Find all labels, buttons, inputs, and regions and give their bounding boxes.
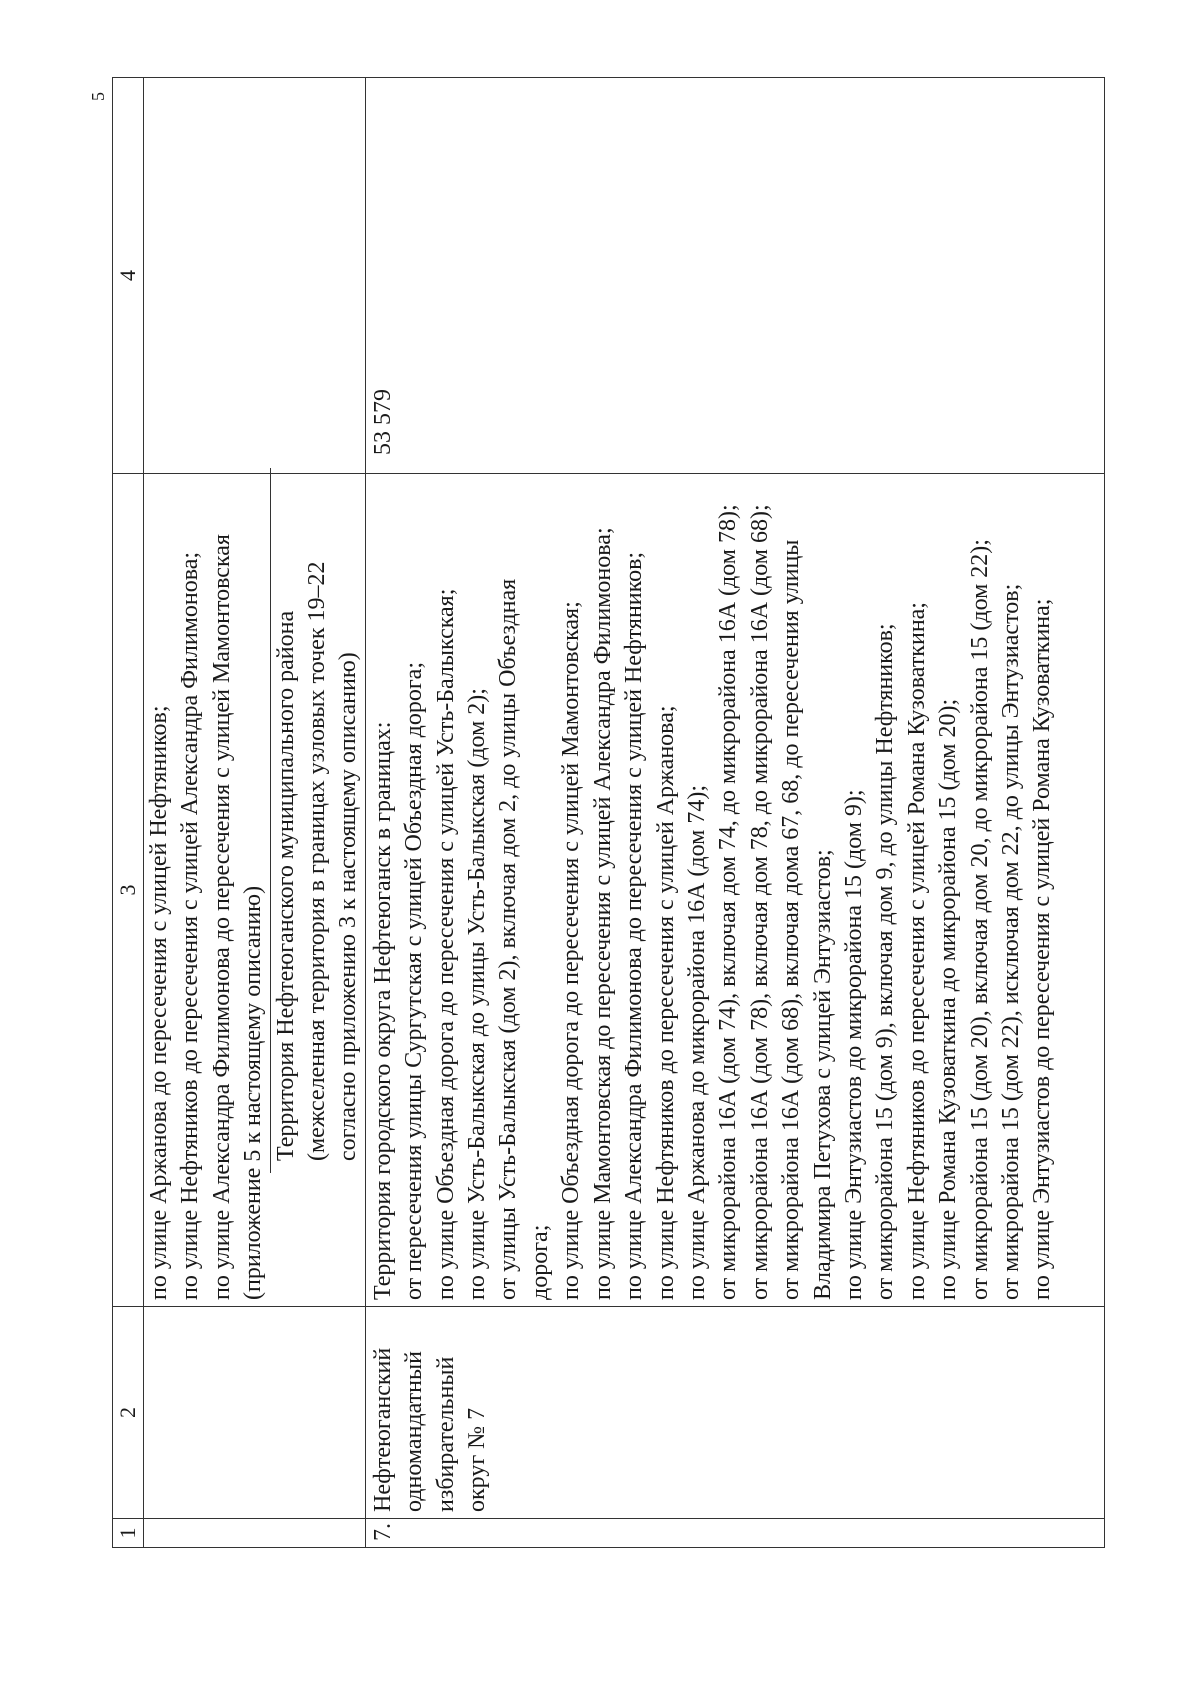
boundary-line: от микрорайона 16А (дом 74), включая дом 74, до микрорайона 16А (дом 78); xyxy=(715,504,742,1300)
boundary-line: Территория городского округа Нефтеюганск в границах: xyxy=(369,721,396,1300)
boundary-line: по улице Романа Кузоваткина до микрорайона 15 (дом 20); xyxy=(935,698,962,1300)
voters-count-cell xyxy=(144,78,366,474)
boundary-line: (межселенная территория в границах узловых точек 19–22 xyxy=(304,561,331,1161)
district-name-cell xyxy=(144,1307,366,1519)
boundary-line: по улице Александра Филимонова до пересечения с улицей Нефтяников; xyxy=(621,551,648,1300)
header-col-3: 3 xyxy=(113,474,144,1307)
boundary-line: от улицы Усть-Балыкская (дом 2), включая дом 2, до улицы Объездная xyxy=(495,578,522,1300)
table-row-district-7 xyxy=(365,78,1104,1548)
boundary-line: по улице Нефтяников до пересечения с улицей Аржанова; xyxy=(652,705,679,1300)
row-number-cell xyxy=(144,1519,366,1548)
header-col-2: 2 xyxy=(113,1307,144,1519)
rotated-table-container xyxy=(112,78,1105,1548)
boundary-line: по улице Нефтяников до пересечения с улицей Александра Филимонова; xyxy=(177,551,204,1300)
district-name-line: одномандатный xyxy=(401,1351,428,1512)
sub-territory-block xyxy=(270,468,365,1173)
boundary-line: от пересечения улицы Сургутская с улицей Объездная дорога; xyxy=(401,661,428,1300)
boundary-line: дорога; xyxy=(526,1224,553,1300)
row-number-cell: 7. xyxy=(365,1519,1104,1548)
boundary-line: по улице Энтузиастов до пересечения с улицей Романа Кузоваткина; xyxy=(1029,598,1056,1300)
header-col-1: 1 xyxy=(113,1519,144,1548)
boundary-line: по улице Мамонтовская до пересечения с улицей Александра Филимонова; xyxy=(589,527,616,1300)
boundary-line: от микрорайона 15 (дом 22), исключая дом 22, до улицы Энтузиастов; xyxy=(997,583,1024,1300)
district-name-line: округ № 7 xyxy=(464,1407,491,1512)
table-row-continuation xyxy=(144,78,366,1548)
boundary-description-cell xyxy=(144,474,366,1307)
districts-table xyxy=(112,77,1105,1548)
boundary-line: от микрорайона 16А (дом 68), включая дома 67, 68, до пересечения улицы xyxy=(778,539,805,1300)
boundary-line: Территория Нефтеюганского муниципального района xyxy=(272,610,299,1161)
boundary-line: по улице Энтузиастов до микрорайона 15 (дом 9); xyxy=(840,789,867,1300)
boundary-line: от микрорайона 15 (дом 9), включая дом 9, до улицы Нефтяников; xyxy=(872,623,899,1300)
boundary-line: по улице Объездная дорога до пересечения с улицей Мамонтовская; xyxy=(558,601,585,1300)
boundary-line: (приложение 5 к настоящему описанию) xyxy=(240,885,267,1300)
boundary-description-cell xyxy=(365,474,1104,1307)
boundary-line: от микрорайона 15 (дом 20), включая дом 20, до микрорайона 15 (дом 22); xyxy=(966,539,993,1300)
boundary-line: по улице Аржанова до микрорайона 16А (дом 74); xyxy=(683,784,710,1300)
district-name-line: избирательный xyxy=(432,1356,459,1512)
boundary-line: по улице Александра Филимонова до пересечения с улицей Мамонтовская xyxy=(208,534,235,1300)
district-name-cell xyxy=(365,1307,1104,1519)
boundary-line: согласно приложению 3 к настоящему описанию) xyxy=(335,652,362,1161)
boundary-line: по улице Аржанова до пересечения с улицей Нефтяников; xyxy=(146,705,172,1300)
boundary-line: Владимира Петухова с улицей Энтузиастов; xyxy=(809,849,836,1300)
boundary-line: от микрорайона 16А (дом 78), включая дом 78, до микрорайона 16А (дом 68); xyxy=(746,504,773,1300)
page-number: 5 xyxy=(88,92,108,101)
header-col-4: 4 xyxy=(113,78,144,474)
boundary-line: по улице Нефтяников до пересечения с улицей Романа Кузоваткина; xyxy=(903,602,930,1300)
district-name-line: Нефтеюганский xyxy=(369,1347,396,1512)
boundary-line: по улице Усть-Балыкская до улицы Усть-Балыкская (дом 2); xyxy=(464,688,491,1300)
header-row xyxy=(113,78,144,1548)
boundary-line: по улице Объездная дорога до пересечения с улицей Усть-Балыкская; xyxy=(432,588,459,1300)
voters-count-cell: 53 579 xyxy=(365,78,1104,474)
